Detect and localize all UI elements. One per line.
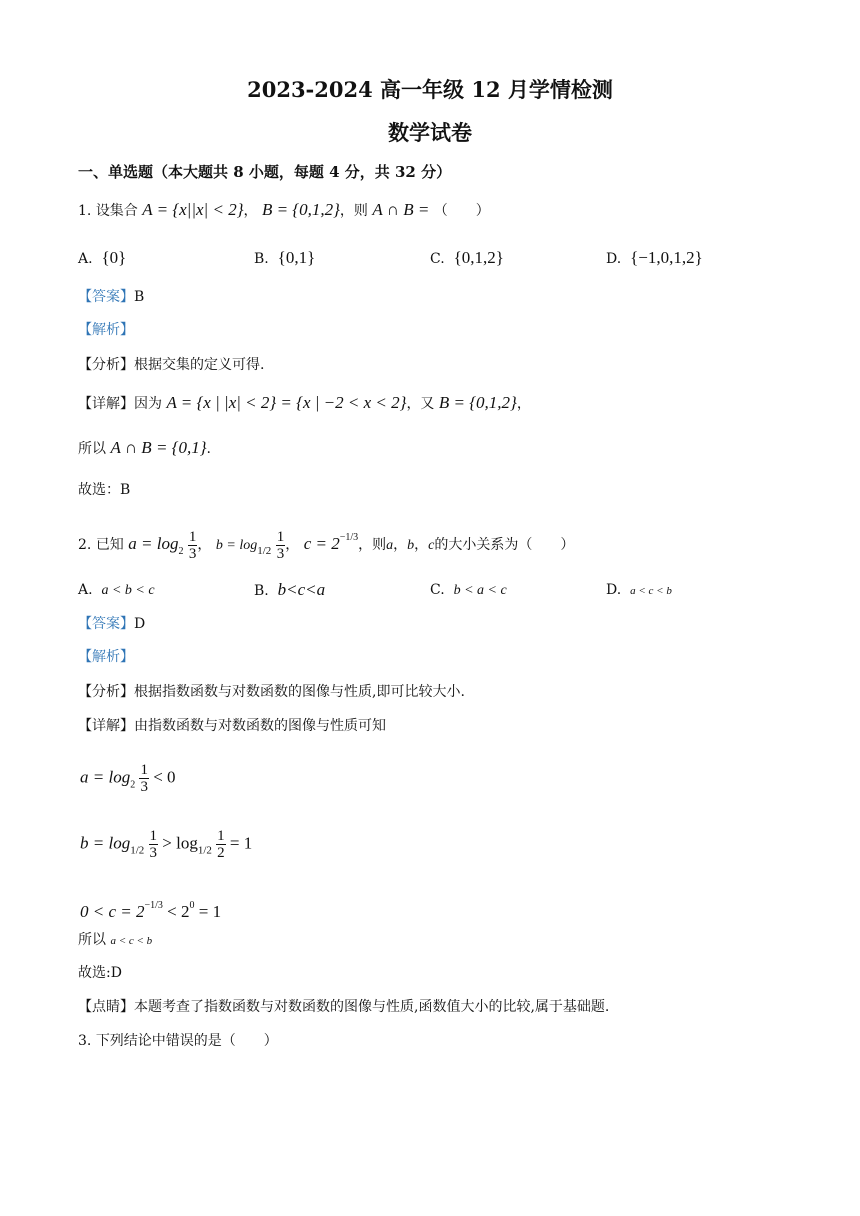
xiangjie-text: 由指数函数与对数函数的图像与性质可知 xyxy=(134,718,386,734)
option-label: A. xyxy=(78,251,93,267)
q1-conclusion xyxy=(78,438,211,459)
xiangjie-expression: A = {x | |x| < 2} = {x | −2 < x < 2} xyxy=(166,393,407,412)
numerator: 1 xyxy=(217,828,225,844)
option-value: b<c<a xyxy=(277,580,326,599)
log-base: 2 xyxy=(178,546,184,557)
half-num: 1 xyxy=(130,844,136,857)
q1-answer xyxy=(78,287,144,307)
numerator: 1 xyxy=(149,828,158,844)
option-label: D. xyxy=(606,251,622,267)
numerator: 1 xyxy=(140,762,148,778)
half-num: 1 xyxy=(257,545,263,557)
a-rhs: < 0 xyxy=(153,767,176,787)
b-definition xyxy=(215,538,272,557)
denominator: 3 xyxy=(188,545,197,562)
fenxi-text: 根据指数函数与对数函数的图像与性质,即可比较大小. xyxy=(134,684,465,700)
dianjing-text: 本题考查了指数函数与对数函数的图像与性质,函数值大小的比较,属于基础题. xyxy=(134,999,610,1015)
conclusion-expression: a < c < b xyxy=(110,935,153,947)
denominator: 3 xyxy=(140,779,148,795)
xiangjie-end: ， xyxy=(516,396,531,412)
analysis-tag: 【解析】 xyxy=(78,649,134,665)
derivation-b xyxy=(80,828,252,862)
c-mid: < 2 xyxy=(167,902,190,921)
conclusion-expression: A ∩ B = {0,1} xyxy=(110,438,207,457)
set-a-expression: A = {x||x| < 2} xyxy=(142,200,244,219)
q1-choice: 故选：B xyxy=(78,482,131,498)
question-lead: 设集合 xyxy=(95,203,138,219)
numerator: 1 xyxy=(276,528,285,545)
question-3 xyxy=(78,1031,278,1051)
q2-option-d xyxy=(606,580,672,601)
q1-option-c xyxy=(430,248,504,269)
question-number: 1. xyxy=(78,203,92,219)
option-value: b < a < c xyxy=(453,583,507,598)
var-c: c xyxy=(428,538,435,553)
answer-tag: 【答案】 xyxy=(78,616,134,632)
q1-xiangjie xyxy=(78,393,531,414)
intersection-expression: A ∩ B = xyxy=(372,200,430,219)
dianjing-tag: 【点睛】 xyxy=(78,999,134,1015)
option-value: {0,1,2} xyxy=(453,248,504,267)
answer-blank: （ ） xyxy=(433,203,490,219)
half-den: 2 xyxy=(138,844,145,857)
derivation-c xyxy=(80,894,221,924)
q2-fenxi xyxy=(78,682,465,702)
q2-choice: 故选:D xyxy=(78,965,122,981)
b-mid: > log xyxy=(162,833,198,853)
log-base: 2 xyxy=(130,779,136,791)
log-base-half: 1/2 xyxy=(197,844,212,857)
log-base-half: 1/2 xyxy=(130,844,145,857)
answer-value: D xyxy=(134,616,146,632)
c-exponent: −1/3 xyxy=(339,532,359,543)
xiangjie-expression-b: B = {0,1,2} xyxy=(438,393,517,412)
question-number: 2. xyxy=(78,537,92,553)
option-label: C. xyxy=(430,251,445,267)
fraction-one-third xyxy=(139,762,149,795)
q2-xiangjie xyxy=(78,716,386,736)
xiangjie-mid: ，又 xyxy=(406,396,435,412)
xiangjie-tag: 【详解】 xyxy=(78,718,134,734)
question-number: 3. xyxy=(78,1033,92,1049)
answer-value: B xyxy=(134,289,145,305)
option-label: D. xyxy=(606,582,622,598)
q1-option-d xyxy=(606,248,703,269)
fenxi-text: 根据交集的定义可得. xyxy=(134,357,265,373)
q2-analysis xyxy=(78,647,134,667)
q2-dianjing xyxy=(78,997,609,1017)
answer-tag: 【答案】 xyxy=(78,289,134,305)
option-label: B. xyxy=(254,251,269,267)
question-lead: 已知 xyxy=(95,537,124,553)
conclusion-end: . xyxy=(206,441,211,457)
q2-option-a xyxy=(78,580,155,601)
option-value: {0} xyxy=(101,248,127,267)
separator: ， xyxy=(197,537,212,553)
fraction-one-half xyxy=(216,828,226,861)
fraction-one-third xyxy=(149,828,159,861)
var-a: a xyxy=(386,538,394,553)
question-2 xyxy=(78,520,574,570)
xiangjie-tag: 【详解】 xyxy=(78,396,134,412)
zero-exponent: 0 xyxy=(189,900,195,911)
half-num: 1 xyxy=(197,844,204,857)
q2-option-b xyxy=(254,580,325,601)
conclusion-lead: 所以 xyxy=(78,441,106,457)
fenxi-tag: 【分析】 xyxy=(78,684,134,700)
q1-option-b xyxy=(254,248,315,269)
b-rhs: = 1 xyxy=(229,833,253,853)
q1-fenxi xyxy=(78,355,264,375)
derivation-a xyxy=(80,762,176,797)
option-label: A. xyxy=(78,582,93,598)
analysis-tag: 【解析】 xyxy=(78,322,134,338)
fenxi-tag: 【分析】 xyxy=(78,357,134,373)
c-lhs: 0 < c = 2 xyxy=(80,902,145,921)
half-den: 2 xyxy=(265,545,272,557)
exam-title: 2023-2024 高一年级 12 月学情检测 xyxy=(247,77,613,102)
numerator: 1 xyxy=(188,528,197,545)
q2-option-c xyxy=(430,580,507,601)
option-value: {−1,0,1,2} xyxy=(630,248,703,267)
a-definition xyxy=(128,534,184,557)
denominator: 2 xyxy=(217,845,225,861)
half-den: 2 xyxy=(206,844,212,857)
c-base: c = 2 xyxy=(303,534,340,553)
a-lhs: a = log xyxy=(80,767,131,787)
xiangjie-lead: 因为 xyxy=(134,396,162,412)
question-tail: ，则 xyxy=(358,537,387,553)
c-rhs: = 1 xyxy=(198,902,222,921)
set-b-expression: B = {0,1,2} xyxy=(261,200,340,219)
option-label: B. xyxy=(254,583,269,599)
b-lhs: b = log xyxy=(80,833,131,853)
q2-answer xyxy=(78,614,145,634)
exam-subtitle: 数学试卷 xyxy=(388,120,472,145)
separator: ，则 xyxy=(339,203,368,219)
question-1 xyxy=(78,200,490,221)
fraction-one-third xyxy=(276,529,286,562)
separator: ， xyxy=(393,537,408,553)
log-base-half: 1/2 xyxy=(257,545,272,557)
denominator: 3 xyxy=(149,845,158,861)
fraction-one-third xyxy=(188,529,198,562)
option-value: a < b < c xyxy=(101,583,155,598)
q1-analysis xyxy=(78,320,134,340)
c-definition xyxy=(304,534,358,553)
separator: ， xyxy=(243,203,258,219)
separator: ， xyxy=(414,537,429,553)
question-text: 的大小关系为（ ） xyxy=(434,537,575,553)
denominator: 3 xyxy=(276,545,285,562)
c-exponent: −1/3 xyxy=(144,900,163,911)
separator: ， xyxy=(285,537,300,553)
b-log: b = log xyxy=(215,538,258,553)
section-heading: 一、单选题（本大题共 8 小题，每题 4 分，共 32 分） xyxy=(78,163,452,181)
a-log: a = log xyxy=(128,534,179,553)
option-value: a < c < b xyxy=(630,585,672,597)
var-b: b xyxy=(407,538,415,553)
q1-option-a xyxy=(78,248,126,269)
question-text: 下列结论中错误的是（ ） xyxy=(95,1033,278,1049)
q2-conclusion xyxy=(78,930,152,951)
conclusion-lead: 所以 xyxy=(78,932,106,948)
option-value: {0,1} xyxy=(277,248,316,267)
option-label: C. xyxy=(430,582,445,598)
